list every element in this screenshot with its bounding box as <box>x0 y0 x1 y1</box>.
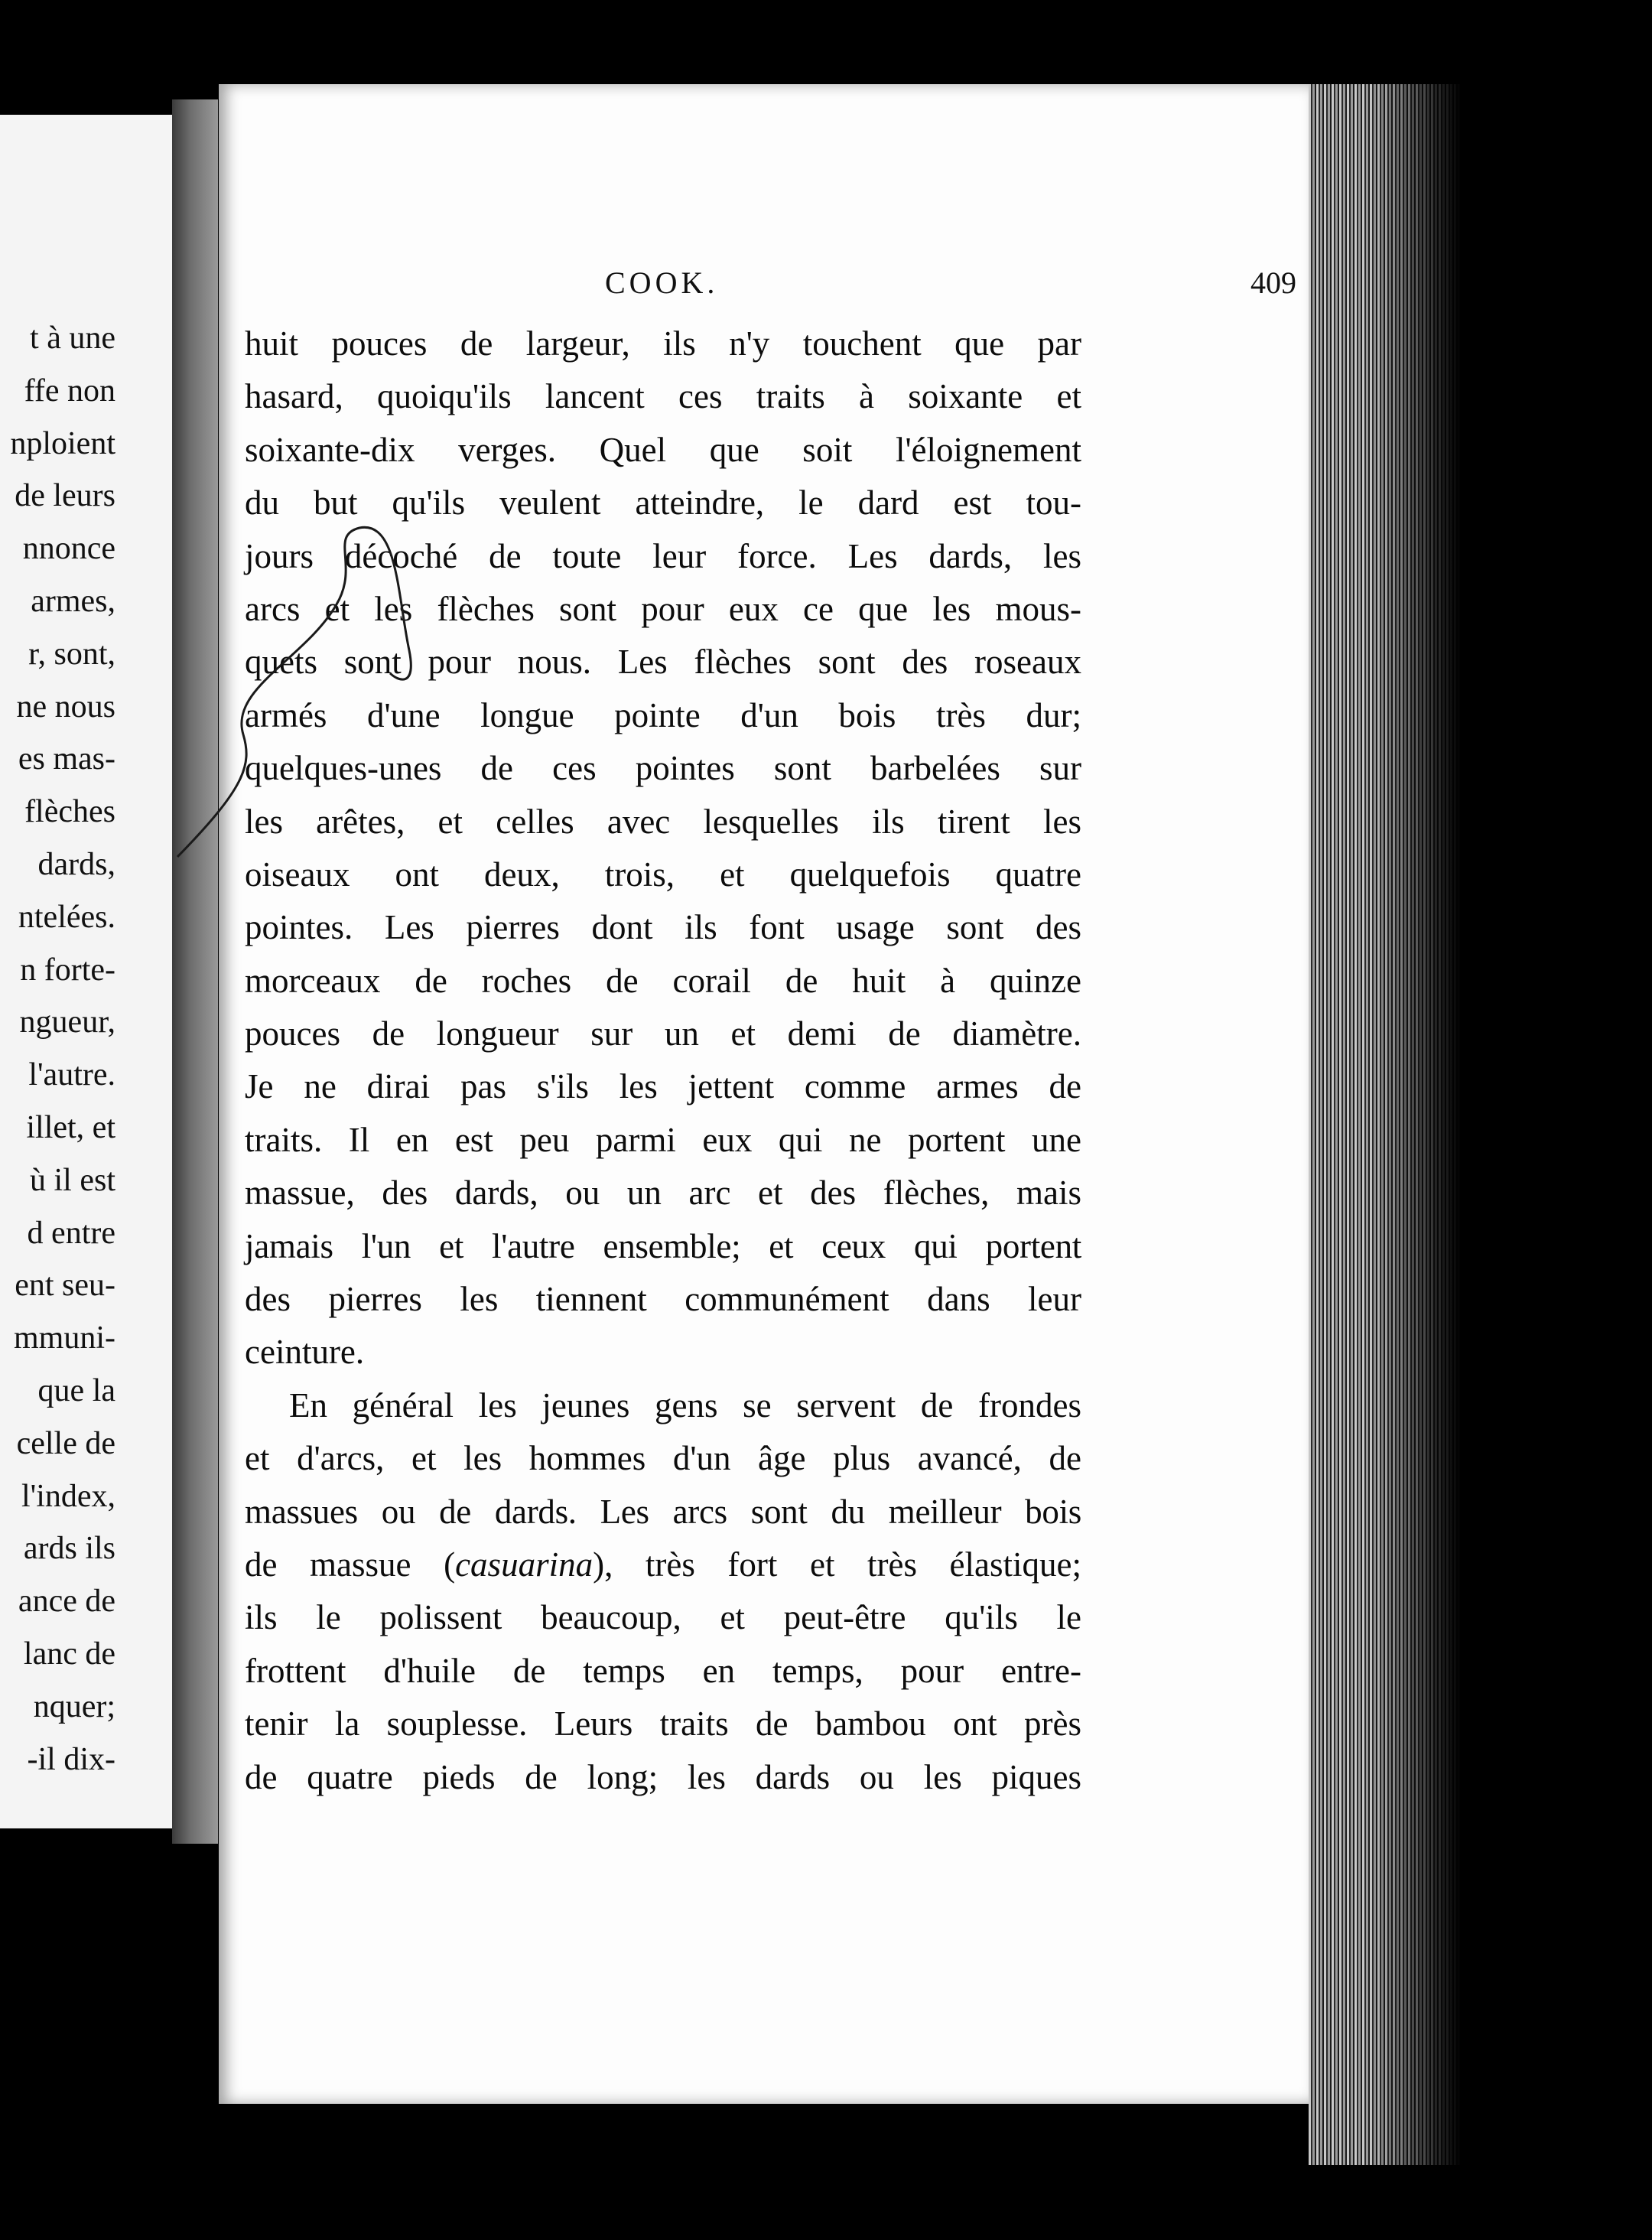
text-line: quets sont pour nous. Les flèches sont des roseaux <box>245 643 1081 682</box>
text-run: ), très fort et très élastique; <box>593 1545 1081 1584</box>
previous-page-line: d entre <box>27 1215 115 1251</box>
body-text <box>245 317 1081 1804</box>
page-number: 409 <box>1250 265 1296 300</box>
paragraph-2 <box>245 1379 1081 1804</box>
text-line: massues ou de dards. Les arcs sont du meilleur bois <box>245 1492 1081 1531</box>
running-head <box>219 265 1309 311</box>
previous-page-line: armes, <box>31 583 115 619</box>
previous-page-line: illet, et <box>26 1109 115 1145</box>
previous-page-line: nnonce <box>22 531 115 567</box>
previous-page-line: ntelées. <box>18 899 115 935</box>
text-line: traits. Il en est peu parmi eux qui ne portent une <box>245 1120 1081 1159</box>
text-line: arcs et les flèches sont pour eux ce que les mous- <box>245 589 1081 628</box>
previous-page-line: -il dix- <box>27 1741 115 1777</box>
gutter-shadow <box>172 99 218 1844</box>
text-line: quelques-unes de ces pointes sont barbelées sur <box>245 749 1081 788</box>
text-line: massue, des dards, ou un arc et des flèches, mais <box>245 1174 1081 1213</box>
text-line: pointes. Les pierres dont ils font usage sont des <box>245 908 1081 947</box>
previous-page-line: ffe non <box>24 373 115 409</box>
previous-page-line: ne nous <box>16 689 115 724</box>
previous-page-line: mmuni- <box>14 1320 115 1356</box>
text-line: huit pouces de largeur, ils n'y touchent que par <box>245 324 1081 363</box>
text-line <box>245 1538 1081 1591</box>
previous-page-line: ngueur, <box>19 1004 115 1040</box>
paragraph-1 <box>245 317 1081 1379</box>
text-line: tenir la souplesse. Leurs traits de bambou ont près <box>245 1704 1081 1743</box>
text-line: hasard, quoiqu'ils lancent ces traits à soixante et <box>245 377 1081 416</box>
text-line: ceinture. <box>245 1333 365 1372</box>
previous-page-line: l'autre. <box>28 1057 115 1093</box>
previous-page-line: ance de <box>18 1584 115 1620</box>
text-line: jours décoché de toute leur force. Les dards, les <box>245 536 1081 575</box>
text-line: frottent d'huile de temps en temps, pour entre- <box>245 1651 1081 1690</box>
text-line: morceaux de roches de corail de huit à quinze <box>245 961 1081 1000</box>
fore-edge-shadow <box>1369 84 1462 2165</box>
previous-page-line: n forte- <box>20 952 115 988</box>
previous-page-line: que la <box>37 1372 115 1408</box>
previous-page-line: nploient <box>10 425 115 461</box>
text-line: du but qu'ils veulent atteindre, le dard est tou- <box>245 483 1081 523</box>
italic-term: casuarina <box>455 1545 593 1584</box>
text-line: soixante-dix verges. Quel que soit l'éloignement <box>245 430 1081 469</box>
text-line: des pierres les tiennent communément dans leur <box>245 1280 1081 1319</box>
previous-page-line: lanc de <box>23 1636 115 1672</box>
previous-page-line: r, sont, <box>28 636 115 672</box>
previous-page-line: ards ils <box>23 1531 115 1567</box>
running-head-title: COOK. <box>605 265 719 300</box>
previous-page-lines <box>10 312 115 1786</box>
previous-page-line: dards, <box>37 846 115 882</box>
text-line: de quatre pieds de long; les dards ou les piques <box>245 1757 1081 1796</box>
text-line: ils le polissent beaucoup, et peut-être qu'ils le <box>245 1598 1081 1637</box>
previous-page-line: es mas- <box>18 741 115 777</box>
text-line: pouces de longueur sur un et demi de diamètre. <box>245 1014 1081 1053</box>
text-line: Je ne dirai pas s'ils les jettent comme armes de <box>245 1067 1081 1106</box>
text-line: les arêtes, et celles avec lesquelles ils tirent les <box>245 802 1081 841</box>
previous-page-line: nquer; <box>33 1688 115 1724</box>
previous-page-line: l'index, <box>21 1478 115 1514</box>
previous-page-line: flèches <box>24 794 115 830</box>
text-line: En général les jeunes gens se servent de frondes <box>289 1385 1081 1424</box>
text-line: armés d'une longue pointe d'un bois très dur; <box>245 695 1081 734</box>
text-run: de massue ( <box>245 1545 456 1584</box>
previous-page-line: ù il est <box>30 1162 115 1198</box>
previous-page-line: de leurs <box>15 478 115 514</box>
previous-page-line: ent seu- <box>15 1268 115 1304</box>
book-page <box>219 84 1309 2104</box>
text-line: et d'arcs, et les hommes d'un âge plus avancé, de <box>245 1439 1081 1478</box>
previous-page-line: celle de <box>16 1425 115 1461</box>
previous-page-fragment <box>0 115 172 1828</box>
text-line: jamais l'un et l'autre ensemble; et ceux qui portent <box>245 1226 1081 1265</box>
previous-page-line: t à une <box>30 321 115 356</box>
text-line: oiseaux ont deux, trois, et quelquefois quatre <box>245 855 1081 894</box>
